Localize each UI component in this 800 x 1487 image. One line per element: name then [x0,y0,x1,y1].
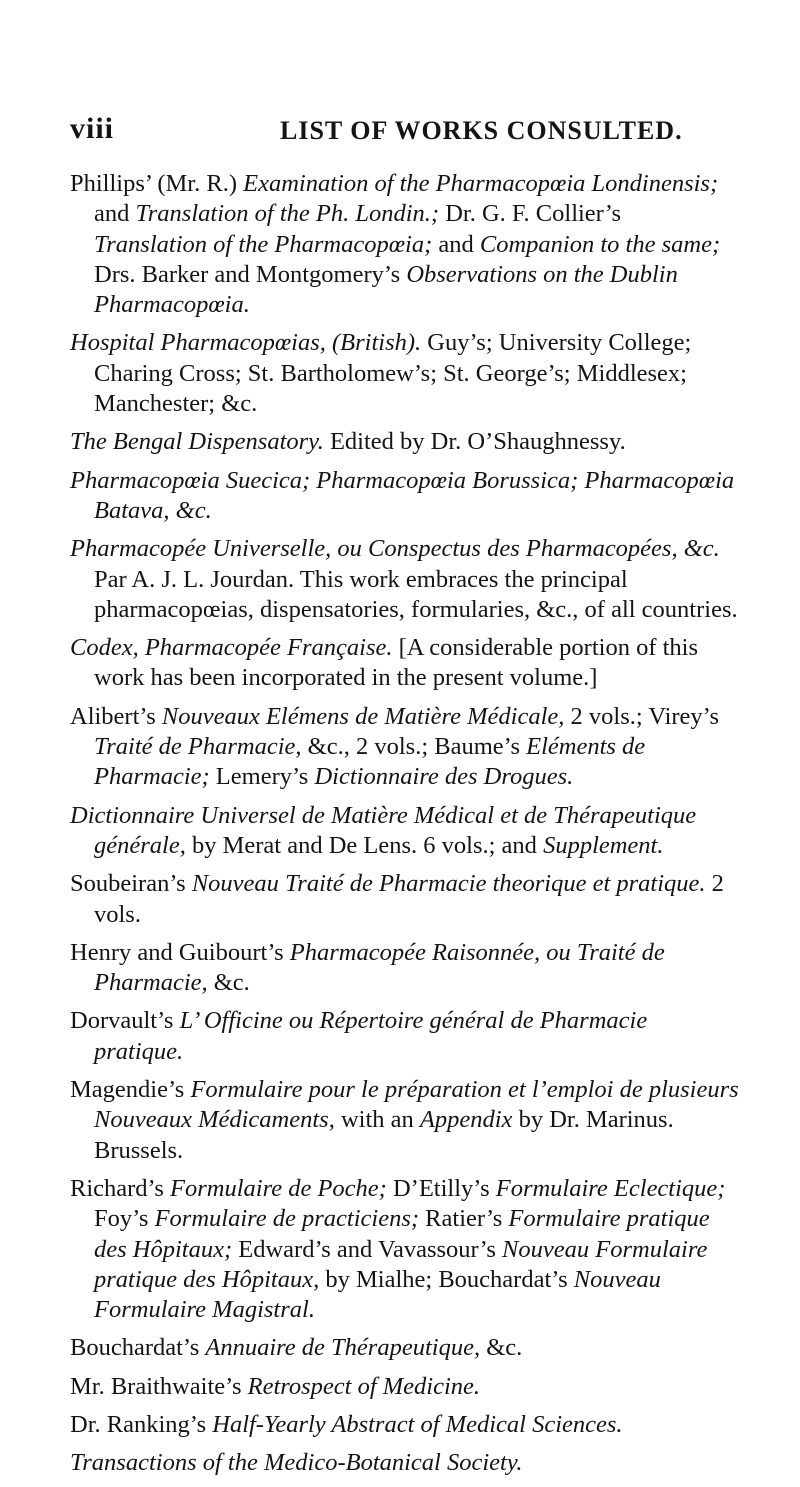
work-title: Retrospect of Medicine. [247,1372,481,1400]
running-title: LIST OF WORKS CONSULTED. [280,116,683,145]
work-title: Formulaire de practiciens; [154,1205,420,1233]
work-title: Examination of the Pharmacopœia Londinensis; [243,170,719,197]
bibliography-entry [70,466,740,527]
work-title: Translation of the Ph. Londin.; [135,200,440,228]
entry-text: Dorvault’s [70,1007,180,1035]
work-title: Pharmacopée Universelle, ou Conspectus des Pharmacopées, &c. [70,535,720,563]
entry-text: 2 vols.; Virey’s [564,702,719,730]
entry-text: and [432,230,480,258]
work-title: Nouveau Formulaire pratique des Hôpitaux, [94,1235,708,1293]
entry-text: Foy’s [94,1205,155,1233]
entry-text: by Merat and De Lens. 6 vols.; and [185,831,544,859]
bibliography-entry [70,1075,740,1166]
work-title: Codex, Pharmacopée Française. [70,634,393,662]
work-title: Traité de Pharmacie, [94,733,302,761]
bibliography-entry [70,1448,740,1478]
entry-text: Drs. Barker and Montgomery’s [94,260,407,288]
entry-text: &c. [480,1334,523,1362]
entry-text: Lemery’s [209,763,315,791]
work-title: Nouveau Formulaire Magistral. [94,1265,661,1324]
bibliography-entry [70,702,740,793]
entry-text: Alibert’s [70,702,162,730]
entry-text: [A considerable portion of this work has been incorporated in the present volume.] [94,634,699,692]
work-title: Transactions of the Medico-Botanical Society. [70,1449,523,1477]
entry-text: Dr. Ranking’s [70,1410,213,1438]
page-header [70,112,750,148]
bibliography-entry [70,938,740,999]
work-title: Dictionnaire des Drogues. [314,763,574,791]
entry-text: Mr. Braithwaite’s [70,1372,248,1400]
entry-text: by Mialhe; Bouchardat’s [319,1265,574,1293]
work-title: Hospital Pharmacopœias, (British). [70,329,422,357]
work-title: Half-Yearly Abstract of Medical Sciences. [212,1410,623,1438]
work-title: Supplement. [543,831,664,859]
work-title: Annuaire de Thérapeutique, [205,1334,481,1362]
entry-text: Guy’s; University College; Charing Cross; St. Bartholomew’s; St. George’s; Middlesex; Manchester; &c. [94,329,692,418]
bibliography-entry [70,1006,740,1067]
work-title: Formulaire de Poche; [170,1174,387,1202]
entry-text: 2 vols. [94,870,724,928]
bibliography-entry [70,1333,740,1363]
entry-text: &c. [207,969,250,997]
bibliography-entry [70,1372,740,1402]
entry-text: by Dr. Marinus. Brussels. [94,1106,674,1164]
work-title: Companion to the same; [479,230,721,258]
work-title: Eléments de Pharmacie; [94,733,646,791]
work-title: Formulaire pour le préparation et l’emploi de plusieurs Nouveaux Médicaments, [94,1076,739,1134]
work-title: Pharmacopœia Suecica; Pharmacopœia Borussica; Pharmacopœia Batava, &c. [70,466,735,524]
entry-text: D’Etilly’s [386,1174,496,1202]
entry-text: Bouchardat’s [70,1334,206,1362]
bibliography-entry [70,328,740,419]
bibliography-entry [70,169,740,320]
bibliography-entry [70,633,740,694]
work-title: Translation of the Pharmacopœia; [94,230,433,258]
work-title: Nouveau Traité de Pharmacie theorique et pratique. [191,870,706,898]
entry-text: Phillips’ (Mr. R.) [70,170,244,197]
entry-text: Edward’s and Vavassour’s [232,1235,503,1263]
entry-text: and [94,200,136,228]
bibliography-entry [70,869,740,930]
work-title: Appendix [419,1106,513,1134]
work-title: Observations on the Dublin Pharmacopœia. [94,260,678,319]
works-list [70,169,740,1487]
entry-text: Magendie’s [70,1076,191,1104]
bibliography-entry [70,534,740,625]
entry-text: &c., 2 vols.; Baume’s [301,733,527,761]
bibliography-entry [70,1174,740,1325]
entry-text: Edited by Dr. O’Shaughnessy. [323,428,626,456]
page-number: viii [70,112,115,145]
work-title: Dictionnaire Universel de Matière Médical et de Thérapeutique générale, [70,801,697,859]
work-title: The Bengal Dispensatory. [70,428,324,456]
entry-text: Dr. G. F. Collier’s [439,200,622,228]
work-title: Formulaire pratique des Hôpitaux; [94,1205,710,1263]
entry-text: Ratier’s [419,1205,509,1233]
entry-text: Henry and Guibourt’s [70,938,290,966]
work-title: Pharmacopée Raisonnée, ou Traité de Pharmacie, [94,938,665,997]
entry-text: Richard’s [70,1174,171,1202]
bibliography-entry [70,1410,740,1440]
entry-text: Par A. J. L. Jourdan. This work embraces the principal pharmacopœias, dispensatories, formularies, &c., of all countries. [94,565,738,623]
bibliography-entry [70,801,740,862]
bibliography-entry [70,427,740,457]
entry-text: Soubeiran’s [70,870,192,898]
work-title: Formulaire Eclectique; [495,1174,726,1202]
work-title: L’ Officine ou Répertoire général de Pharmacie pratique. [94,1007,648,1065]
work-title: Nouveaux Elémens de Matière Médicale, [161,702,565,730]
entry-text: with an [334,1106,420,1134]
